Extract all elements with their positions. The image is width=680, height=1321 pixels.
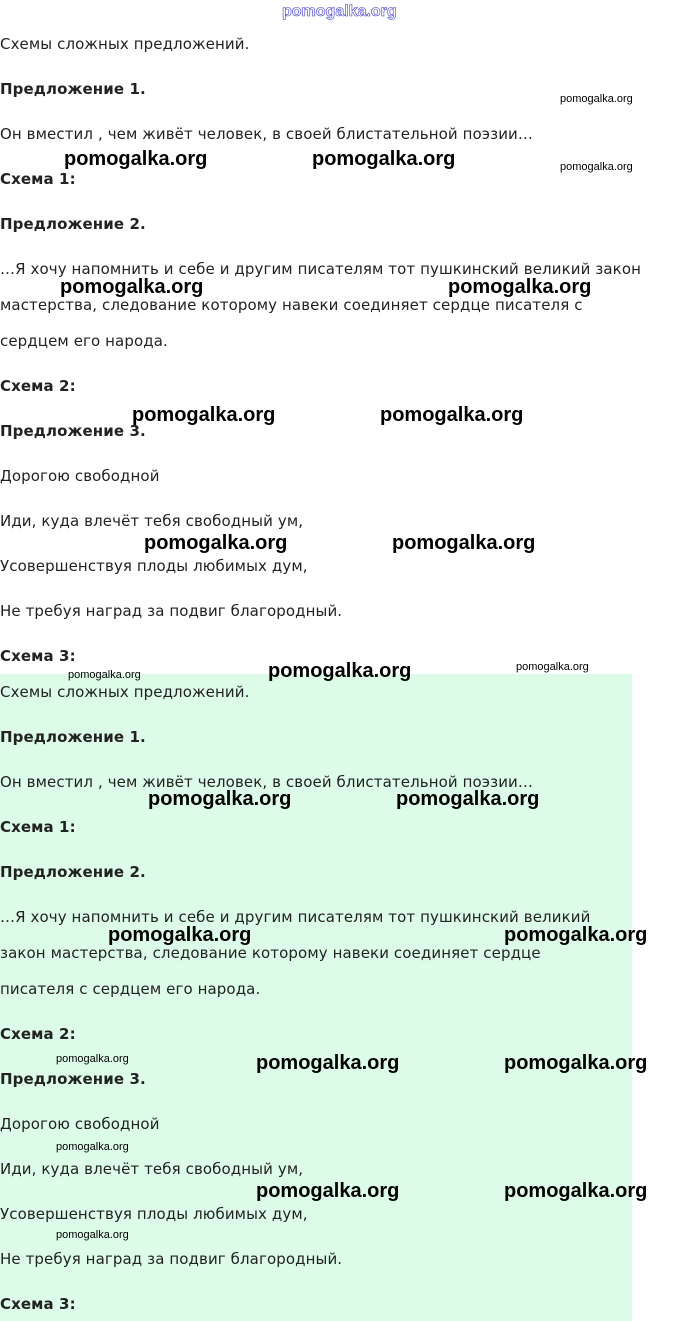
watermark: pomogalka.org [56, 1229, 129, 1241]
sentence-2-line: мастерства, следование которому навеки соединяет сердце писателя с [0, 296, 583, 314]
poem-line: Дорогою свободной [0, 1115, 160, 1133]
watermark: pomogalka.org [68, 669, 141, 681]
sentence-2-line: закон мастерства, следование которому навеки соединяет сердце [0, 944, 541, 962]
sentence-3-heading: Предложение 3. [0, 1070, 146, 1088]
watermark: pomogalka.org [56, 1141, 129, 1153]
sentence-1-heading: Предложение 1. [0, 80, 146, 98]
poem-line: Не требуя наград за подвиг благородный. [0, 1250, 343, 1268]
scheme-1-label: Схема 1: [0, 170, 76, 188]
poem-line: Иди, куда влечёт тебя свободный ум, [0, 512, 304, 530]
watermark: pomogalka.org [504, 1052, 648, 1074]
watermark: pomogalka.org [516, 661, 589, 673]
poem-line: Не требуя наград за подвиг благородный. [0, 602, 343, 620]
watermark: pomogalka.org [268, 660, 412, 682]
watermark: pomogalka.org [448, 276, 592, 298]
watermark: pomogalka.org [560, 93, 633, 105]
sentence-3-heading: Предложение 3. [0, 422, 146, 440]
section-title: Схемы сложных предложений. [0, 35, 250, 53]
watermark: pomogalka.org [560, 161, 633, 173]
watermark: pomogalka.org [108, 924, 252, 946]
watermark: pomogalka.org [396, 788, 540, 810]
scheme-3-label: Схема 3: [0, 647, 76, 665]
sentence-1-heading: Предложение 1. [0, 728, 146, 746]
watermark: pomogalka.org [60, 276, 204, 298]
poem-line: Дорогою свободной [0, 467, 160, 485]
sentence-2-line: писателя с сердцем его народа. [0, 980, 261, 998]
watermark: pomogalka.org [312, 148, 456, 170]
watermark: pomogalka.org [64, 148, 208, 170]
watermark: pomogalka.org [144, 532, 288, 554]
watermark: pomogalka.org [380, 404, 524, 426]
watermark: pomogalka.org [392, 532, 536, 554]
poem-line: Усовершенствуя плоды любимых дум, [0, 557, 308, 575]
sentence-2-heading: Предложение 2. [0, 215, 146, 233]
sentence-2-line: …Я хочу напомнить и себе и другим писателям тот пушкинский великий закон [0, 260, 642, 278]
sentence-1-text: Он вместил , чем живёт человек, в своей блистательной поэзии… [0, 773, 533, 791]
poem-line: Иди, куда влечёт тебя свободный ум, [0, 1160, 304, 1178]
watermark: pomogalka.org [256, 1180, 400, 1202]
section-title: Схемы сложных предложений. [0, 683, 250, 701]
watermark: pomogalka.org [148, 788, 292, 810]
watermark: pomogalka.org [56, 1053, 129, 1065]
watermark: pomogalka.org [504, 924, 648, 946]
scheme-2-label: Схема 2: [0, 1025, 76, 1043]
watermark: pomogalka.org [256, 1052, 400, 1074]
sentence-1-text: Он вместил , чем живёт человек, в своей блистательной поэзии… [0, 125, 533, 143]
poem-line: Усовершенствуя плоды любимых дум, [0, 1205, 308, 1223]
sentence-2-heading: Предложение 2. [0, 863, 146, 881]
watermark: pomogalka.org [132, 404, 276, 426]
header-watermark: pomogalka.org [282, 3, 397, 20]
scheme-1-label: Схема 1: [0, 818, 76, 836]
scheme-2-label: Схема 2: [0, 377, 76, 395]
sentence-2-line: …Я хочу напомнить и себе и другим писателям тот пушкинский великий [0, 908, 591, 926]
watermark: pomogalka.org [504, 1180, 648, 1202]
scheme-3-label: Схема 3: [0, 1295, 76, 1313]
sentence-2-line: сердцем его народа. [0, 332, 168, 350]
